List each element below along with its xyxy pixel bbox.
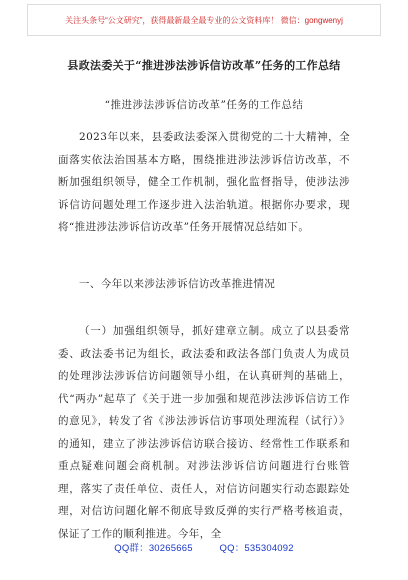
qq-text: QQ：535304092 <box>219 543 294 554</box>
document-subtitle: “推进涉法涉诉信访改革”任务的工作总结 <box>104 99 304 111</box>
qq-group-text: QQ群：30265665 <box>114 543 193 554</box>
promo-banner-text: 关注头条号“公文研究”，获得最新最全最专业的公文资料库！ 微信：gongwenyj <box>65 15 343 25</box>
footer-contact <box>0 540 408 554</box>
body-paragraph: （一）加强组织领导，抓好建章立制。成立了以县委常委、政法委书记为组长，政法委和政法各部门负责人为成员的处理涉法涉诉信访问题领导小组，在认真研判的基础上，代“两办”起草了《关于进一步加强和规范涉法涉诉信访工作的意见》，转发了省《涉法涉诉信访事项处理流程（试行）》的通知，建立了涉法涉诉信访联合接访、经常性工作联系和重点疑难问题会商机制。对涉法涉诉信访问题进行台账管理，落实了责任单位、责任人，对信访问题实行动态跟踪处理，对信访问题化解不彻底导致反弹的实行严格考核追责，保证了工作的顺利推进。今年，全 <box>58 325 350 540</box>
section-heading: 一、今年以来涉法涉诉信访改革推进情况 <box>79 278 276 290</box>
intro-paragraph: 2023年以来，县委政法委深入贯彻党的二十大精神，全面落实依法治国基本方略，围绕推进涉法涉诉信访改革，不断加强组织领导，健全工作机制，强化监督指导，使涉法涉诉信访问题处理工作逐步进入法治轨道。根据你办要求，现将“推进涉法涉诉信访改革”任务开展情况总结如下。 <box>58 131 350 233</box>
promo-banner <box>27 4 381 36</box>
document-title: 县政法委关于“推进涉法涉诉信访改革”任务的工作总结 <box>67 59 341 72</box>
